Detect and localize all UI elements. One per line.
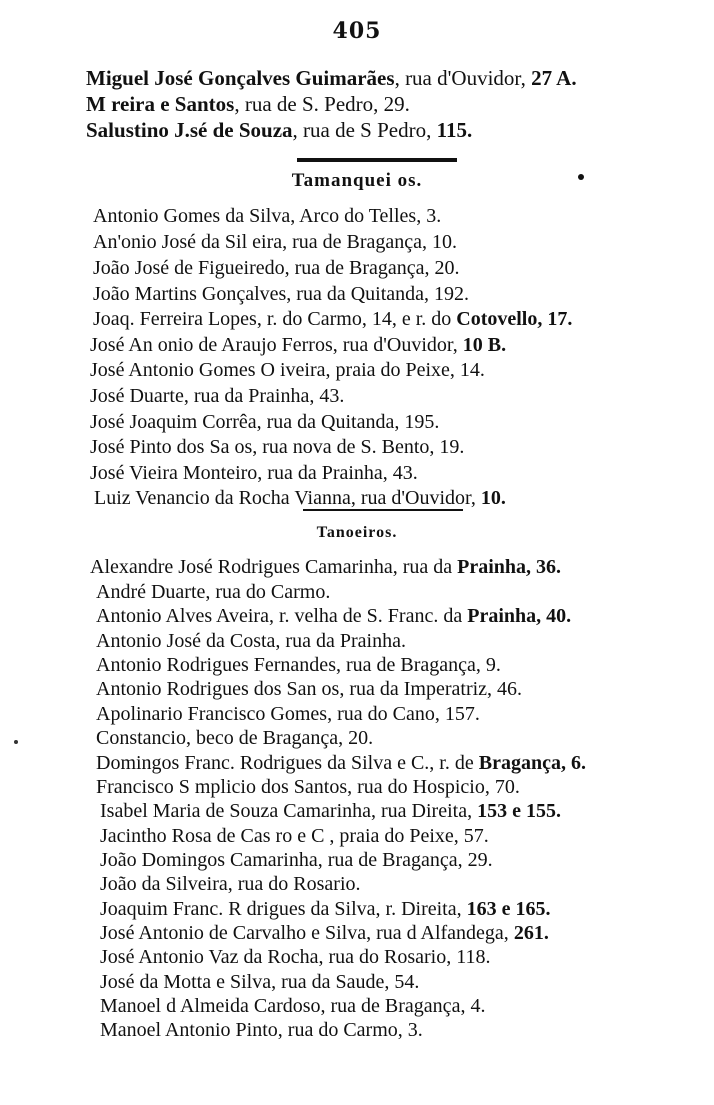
list-item: Jacintho Rosa de Cas ro e C , praia do Peixe, 57. (100, 825, 489, 847)
list-item: José da Motta e Silva, rua da Saude, 54. (100, 971, 420, 993)
page-number: 405 (332, 18, 382, 44)
entry-address: , rua d'Ouvidor, (394, 66, 526, 90)
entry-name: Salustino J.sé de Souza (86, 118, 293, 142)
section-heading-tamanqueiros: Tamanquei os. (291, 170, 423, 191)
list-item: Antonio José da Costa, rua da Prainha. (96, 630, 406, 652)
entry-name: Miguel José Gonçalves Guimarães (86, 66, 395, 90)
list-item: José Vieira Monteiro, rua da Prainha, 43. (90, 462, 418, 484)
list-item: Manoel d Almeida Cardoso, rua de Bragança, 4. (100, 995, 486, 1017)
list-item: José Antonio Vaz da Rocha, rua do Rosario, 118. (100, 946, 491, 968)
list-item: João Domingos Camarinha, rua de Bragança, 29. (100, 849, 493, 871)
ink-speck-icon (578, 174, 584, 180)
list-item: Antonio Rodrigues dos San os, rua da Imperatriz, 46. (96, 678, 523, 700)
top-entry (86, 118, 472, 143)
list-item: An'onio José da Sil eira, rua de Bragança, 10. (93, 231, 458, 253)
list-item: José Duarte, rua da Prainha, 43. (90, 385, 345, 407)
list-item: Joaquim Franc. R drigues da Silva, r. Direita, 163 e 165. (100, 898, 551, 920)
list-item: José Antonio de Carvalho e Silva, rua d Alfandega, 261. (100, 922, 549, 944)
ink-speck-icon (14, 740, 18, 744)
list-item: Luiz Venancio da Rocha Vianna, rua d'Ouvidor, 10. (94, 487, 506, 509)
list-item: João Martins Gonçalves, rua da Quitanda, 192. (93, 283, 470, 305)
list-item: Isabel Maria de Souza Camarinha, rua Direita, 153 e 155. (100, 800, 561, 822)
entry-number: 115. (436, 118, 473, 142)
entry-name: M reira e Santos (86, 92, 235, 116)
list-item: João da Silveira, rua do Rosario. (100, 873, 361, 895)
list-item: José Pinto dos Sa os, rua nova de S. Bento, 19. (90, 436, 465, 458)
entry-number: 27 A. (531, 66, 577, 90)
section-divider (303, 509, 463, 511)
list-item: Alexandre José Rodrigues Camarinha, rua da Prainha, 36. (90, 556, 562, 578)
list-item: Joaq. Ferreira Lopes, r. do Carmo, 14, e r. do Cotovello, 17. (93, 308, 573, 330)
top-entry (86, 92, 410, 117)
list-item: José Joaquim Corrêa, rua da Quitanda, 195. (90, 411, 440, 433)
list-item: Apolinario Francisco Gomes, rua do Cano, 157. (96, 703, 480, 725)
entry-address: , rua de S Pedro, (292, 118, 432, 142)
list-item: José An onio de Araujo Ferros, rua d'Ouvidor, 10 B. (90, 334, 507, 356)
list-item: Francisco S mplicio dos Santos, rua do Hospicio, 70. (96, 776, 520, 798)
list-item: Antonio Alves Aveira, r. velha de S. Franc. da Prainha, 40. (96, 605, 572, 627)
list-item: Antonio Rodrigues Fernandes, rua de Bragança, 9. (96, 654, 501, 676)
section-heading-tanoeiros: Tanoeiros. (316, 524, 398, 541)
list-item: Antonio Gomes da Silva, Arco do Telles, 3. (93, 205, 442, 227)
entry-address: , rua de S. Pedro, (234, 92, 379, 116)
top-entry (86, 66, 577, 91)
list-item: Domingos Franc. Rodrigues da Silva e C., r. de Bragança, 6. (96, 752, 586, 774)
list-item: Manoel Antonio Pinto, rua do Carmo, 3. (100, 1019, 423, 1041)
list-item: Constancio, beco de Bragança, 20. (96, 727, 374, 749)
entry-number: 29. (383, 92, 410, 116)
section-divider (297, 158, 457, 162)
list-item: André Duarte, rua do Carmo. (96, 581, 331, 603)
list-item: José Antonio Gomes O iveira, praia do Peixe, 14. (90, 359, 485, 381)
list-item: João José de Figueiredo, rua de Bragança, 20. (93, 257, 460, 279)
